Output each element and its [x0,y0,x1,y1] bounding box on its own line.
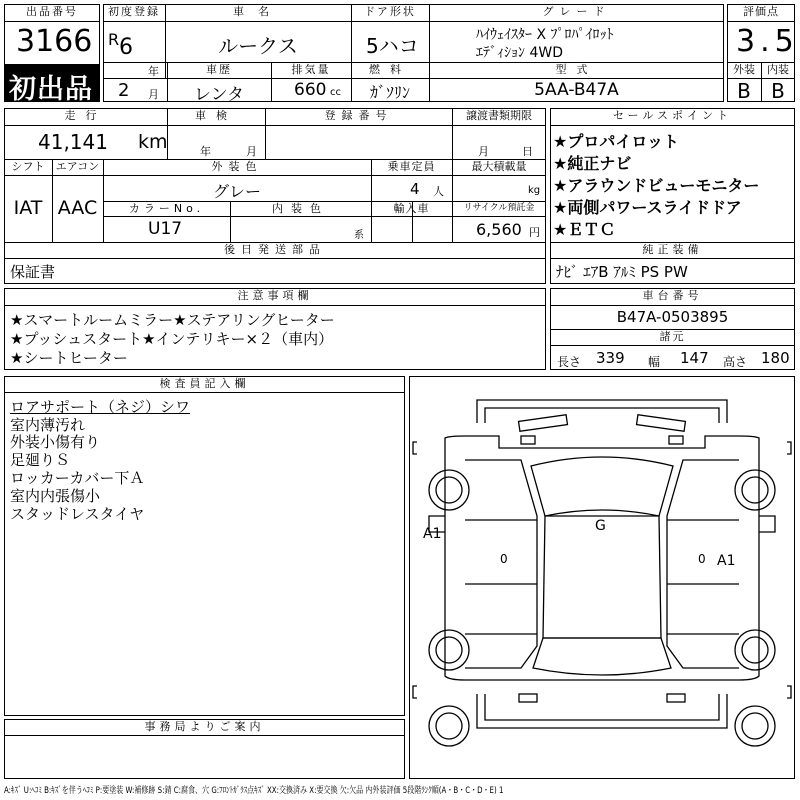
door-label: ドア形状 [364,5,416,18]
interior-score: B [771,79,785,103]
model-value: 5AA-B47A [534,80,619,100]
chassis-label: 車台番号 [642,289,703,302]
width-label: 幅 [648,355,661,369]
length-value: 339 [596,349,625,367]
ac-value: AAC [57,197,98,219]
interior-color-label: 内装色 [272,202,329,215]
inspector-line-4: 足廻りＳ [10,451,71,469]
notes-line-1: ★スマートルームミラー★ステアリングヒーター [10,311,335,329]
score-value: 3.5 [736,24,799,59]
mileage-label: 走行 [64,109,107,122]
wheel-front-left [429,470,469,510]
wheel-front-right [735,470,775,510]
dimensions-label: 諸元 [659,330,686,343]
color-label: 外装色 [211,160,263,173]
displacement-unit: cc [330,87,341,98]
body-outline [445,436,759,680]
month-unit: 月 [148,88,159,101]
car-diagram [409,376,795,779]
interior-color-unit: 系 [354,230,364,241]
mark-left-a1: A1 [423,526,442,542]
equipment-label: 純正装備 [642,243,703,256]
height-value: 180 [761,349,790,367]
inspection-month-unit: 月 [246,145,257,158]
mileage-unit: km [138,131,168,153]
front-bumper [477,400,727,423]
grade-label: グレード [542,5,611,18]
import-label: 輸入車 [393,202,430,215]
era-letter: R [108,30,120,49]
history-label: 車歴 [206,63,232,76]
spare-wheel [429,706,469,746]
roof [543,516,661,638]
recycle-unit: 円 [529,226,540,239]
inspector-line-6: 室内内張傷小 [10,487,101,505]
inspector-line-3: 外装小傷有り [10,433,101,451]
exterior-score: B [737,79,751,103]
inspector-line-1: ロアサポート（ネジ）シワ [10,398,191,416]
displacement-label: 排気量 [291,63,331,76]
car-name: ルークス [218,34,298,58]
exterior-label: 外装 [733,63,755,76]
mark-right-a1: A1 [717,553,736,569]
legend [4,783,796,796]
notes-line-3: ★シートヒーター [10,349,128,367]
mark-right-zero: 0 [698,552,706,566]
reg-number-label: 登録番号 [324,109,393,122]
height-label: 高さ [723,355,748,369]
displacement-value: 660 [294,80,327,100]
chassis-value: B47A-0503895 [616,308,729,326]
lot-label: 出品番号 [26,5,78,18]
inspector-label: 検査員記入欄 [159,377,250,390]
sales-point-4: ★両側パワースライドドア [553,198,742,217]
capacity-unit: 人 [433,185,444,198]
front-grille [519,415,568,432]
fuel-value: ｶﾞｿﾘﾝ [369,83,410,102]
length-label: 長さ [557,355,582,369]
history-value: レンタ [194,85,244,105]
sales-point-2: ★純正ナビ [553,154,632,173]
equipment-value: ﾅﾋﾞ ｴｱB ｱﾙﾐ PS PW [556,263,688,281]
transfer-deadline-label: 譲渡書類期限 [466,109,532,122]
recycle-value: 6,560 [476,220,522,239]
color-no-value: U17 [148,219,183,239]
first-listing-label: 初出品 [9,74,93,105]
office-label: 事務局よりご案内 [144,720,265,733]
sales-point-5: ★ＥＴＣ [553,220,616,239]
wheel-rear-left [429,630,469,670]
year-value: 6 [119,35,133,60]
notes-line-2: ★プッシュスタート★インテリキー×２（車内） [10,330,334,348]
transfer-month-unit: 月 [478,145,489,158]
windshield [531,457,673,516]
width-value: 147 [680,349,709,367]
capacity-value: 4 [410,180,420,198]
mark-left-zero: 0 [500,552,508,566]
first-reg-label: 初度登録 [108,5,160,18]
recycle-label: リサイクル預託金 [463,203,535,213]
later-parts-label: 後日発送部品 [224,243,326,256]
grade-line-1: ﾊｲｳｪｲｽﾀｰ X ﾌﾟﾛﾊﾟｲﾛｯﾄ [476,27,614,43]
mileage-value: 41,141 [38,130,108,154]
inspector-line-2: 室内薄汚れ [10,416,86,434]
inspection-year-unit: 年 [200,145,211,158]
right-mirror [759,516,775,532]
shift-label: シフト [11,160,45,173]
wheel-rear-right [735,630,775,670]
score-label: 評価点 [743,5,779,18]
mark-glass-g: G [595,518,606,534]
color-no-label: カラーNo. [128,202,205,215]
sales-points-label: セールスポイント [612,109,732,122]
legend-text: A:ｷｽﾞ U:ﾍｺﾐ B:ｷｽﾞを伴うﾍｺﾐ P:要塗装 W:補修跡 S:錆 C:腐食、穴 G:ﾌﾛﾝﾄｶﾞﾗｽ点ｷｽﾞ XX:交換済み X:要交換 欠:欠品 内外装評価 5段階ﾗﾝｸ順(A・B・C・D・E) 1 [4,786,504,796]
year-unit: 年 [148,65,159,78]
sales-point-3: ★アラウンドビューモニター [553,176,760,195]
capacity-label: 乗車定員 [387,160,436,173]
fuel-label: 燃料 [369,63,411,76]
max-load-unit: kg [528,185,541,196]
car-name-label: 車名 [233,5,283,18]
rear-window [533,638,671,675]
notes-label: 注意事項欄 [237,289,313,302]
inspector-line-5: ロッカーカバー下Ａ [10,469,145,487]
transfer-day-unit: 日 [522,145,533,158]
lot-number: 3166 [16,24,93,59]
ac-label: エアコン [55,160,100,173]
model-label: 型式 [555,63,598,76]
later-parts-value: 保証書 [10,263,56,281]
grade-line-2: ｴﾃﾞｨｼｮﾝ 4WD [476,45,563,61]
max-load-label: 最大積載量 [471,160,527,173]
shift-value: IAT [13,197,43,219]
door-type: 5ハコ [366,34,419,58]
month-value: 2 [118,80,130,101]
inspection-label: 車検 [195,109,237,122]
sales-point-1: ★プロパイロット [553,132,680,151]
inspector-line-7: スタッドレスタイヤ [10,505,145,523]
rear-bumper [477,694,727,728]
interior-label: 内装 [767,63,789,76]
color-value: グレー [212,182,261,201]
